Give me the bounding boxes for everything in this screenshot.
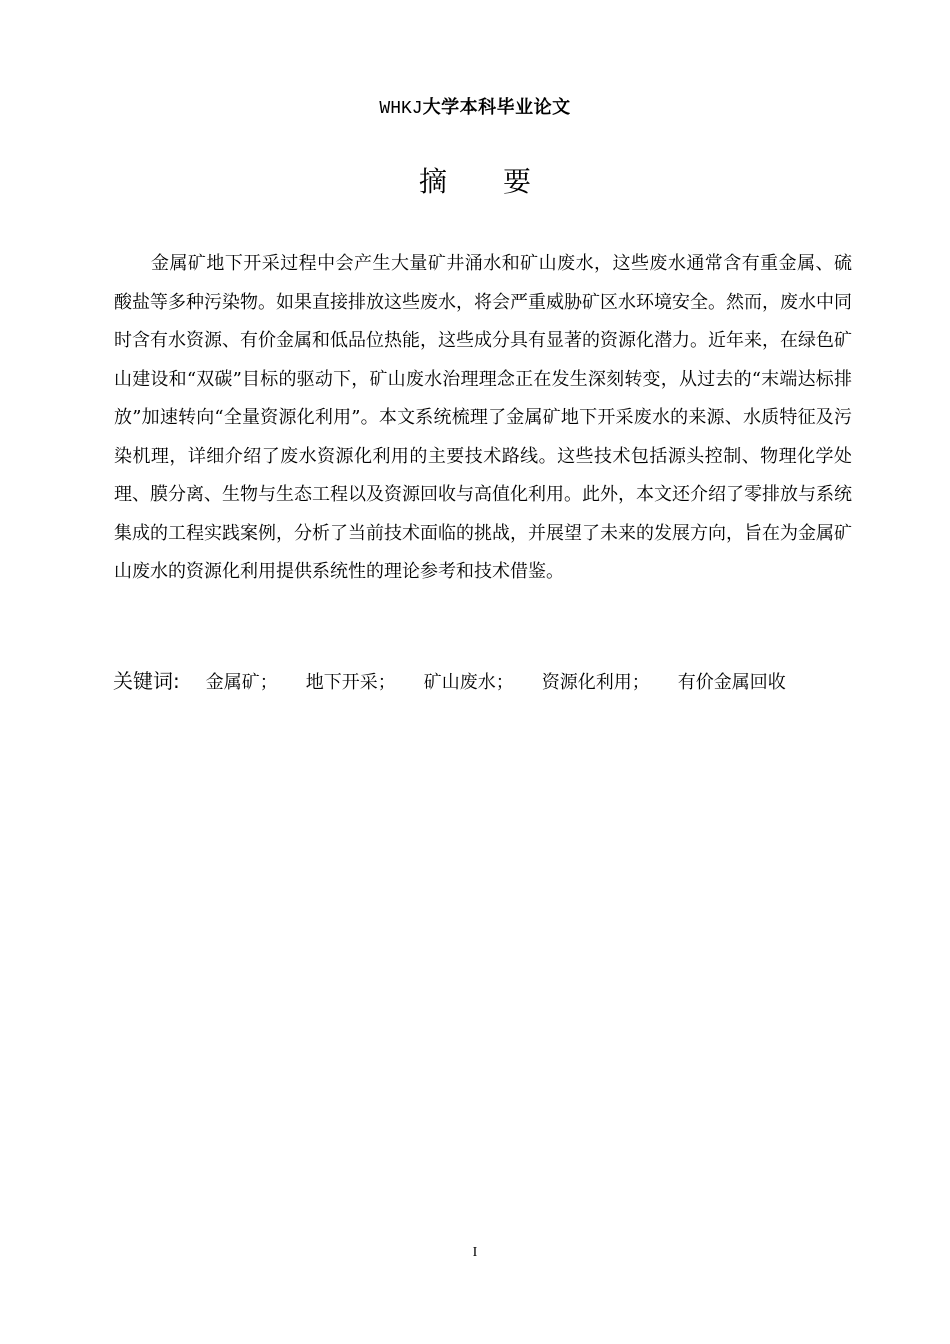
keywords-line — [113, 666, 814, 698]
abstract-body: 金属矿地下开采过程中会产生大量矿井涌水和矿山废水，这些废水通常含有重金属、硫酸盐等多种污染物。如果直接排放这些废水，将会严重威胁矿区水环境安全。然而，废水中同时含有水资源、有价金属和低品位热能，这些成分具有显著的资源化潜力。近年来，在绿色矿山建设和“双碳”目标的驱动下，矿山废水治理理念正在发生深刻转变，从过去的“末端达标排放”加速转向“全量资源化利用”。本文系统梳理了金属矿地下开采废水的来源、水质特征及污染机理，详细介绍了废水资源化利用的主要技术路线。这些技术包括源头控制、物理化学处理、膜分离、生物与生态工程以及资源回收与高值化利用。此外，本文还介绍了零排放与系统集成的工程实践案例，分析了当前技术面临的挑战，并展望了未来的发展方向，旨在为金属矿山废水的资源化利用提供系统性的理论参考和技术借鉴。 — [114, 253, 852, 582]
keyword-item: 有价金属回收 — [677, 672, 786, 693]
keyword-item: 地下开采； — [305, 672, 396, 693]
header-university-code: WHKJ — [379, 99, 423, 119]
page-number: I — [472, 1245, 478, 1260]
abstract-title: 摘要 — [418, 165, 587, 198]
keyword-item: 矿山废水； — [423, 672, 514, 693]
keyword-item: 资源化利用； — [541, 672, 650, 693]
keyword-item: 金属矿； — [205, 672, 278, 693]
header-thesis-type: 大学本科毕业论文 — [422, 97, 571, 118]
thesis-header — [0, 94, 950, 122]
keywords-label: 关键词: — [113, 669, 180, 693]
